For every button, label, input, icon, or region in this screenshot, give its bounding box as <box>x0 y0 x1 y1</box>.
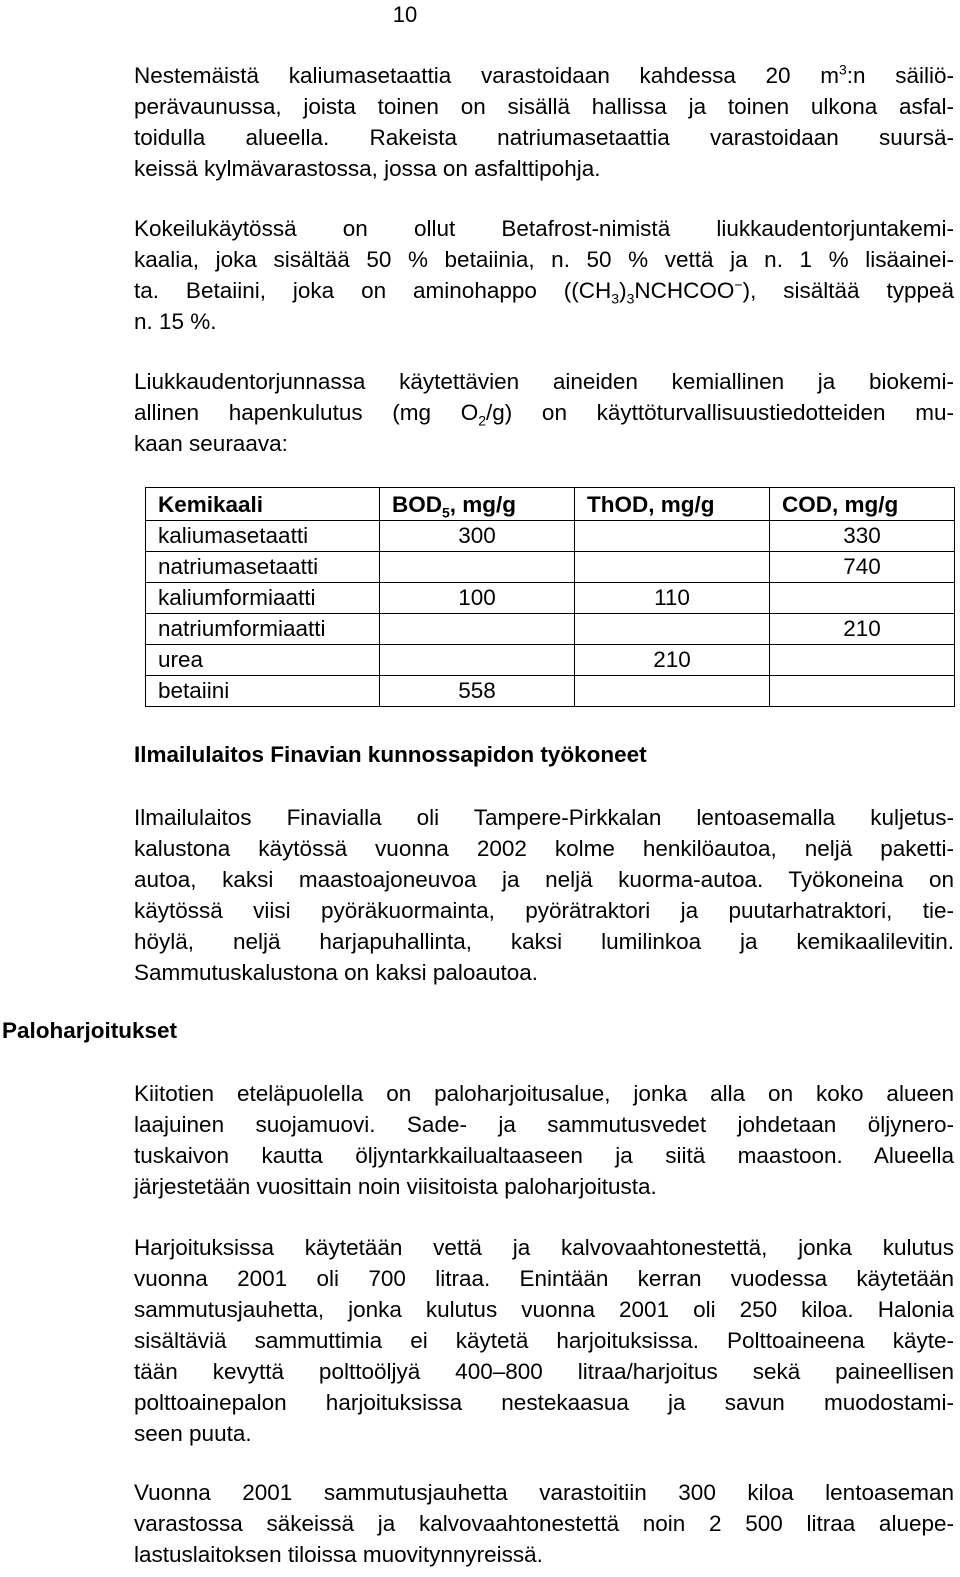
cell-bod <box>380 645 575 676</box>
text-line: Ilmailulaitos Finavialla oli Tampere-Pirkkalan lentoasemalla kuljetus- <box>134 805 954 830</box>
cell-thod <box>575 521 770 552</box>
paragraph-drill-materials <box>134 1232 954 1449</box>
text-line: kaan seuraava: <box>134 431 288 456</box>
text-line: kaalia, joka sisältää 50 % betaiinia, n. 50 % vettä ja n. 1 % lisäainei- <box>134 247 954 272</box>
cell-chemical: natriumformiaatti <box>146 614 380 645</box>
header-bod: $BOD_5$, mg/g <box>380 488 575 521</box>
text-line: polttoainepalon harjoituksissa nestekaasua ja savun muodostami- <box>134 1390 954 1415</box>
cell-cod <box>770 676 955 707</box>
text-line: höylä, neljä harjapuhallinta, kaksi lumilinkoa ja kemikaalilevitin. <box>134 929 954 954</box>
text-line: n. 15 %. <box>134 309 217 334</box>
text-line: varastossa säkeissä ja kalvovaahtonestettä noin 2 500 litraa aluepe- <box>134 1511 954 1536</box>
table-row <box>146 676 955 707</box>
cell-thod: 210 <box>575 645 770 676</box>
text-line: laajuinen suojamuovi. Sade- ja sammutusvedet johdetaan öljynero- <box>134 1112 954 1137</box>
text-line: käytössä viisi pyöräkuormainta, pyörätraktori ja puutarhatraktori, tie- <box>134 898 954 923</box>
table-row <box>146 614 955 645</box>
cell-bod <box>380 614 575 645</box>
table-row <box>146 583 955 614</box>
cell-cod: 740 <box>770 552 955 583</box>
text-line: Nestemäistä kaliumasetaattia varastoidaan kahdessa 20 $m^3:n$ säiliö- <box>134 61 954 88</box>
text-line: perävaunussa, joista toinen on sisällä hallissa ja toinen ulkona asfal- <box>134 94 954 119</box>
text-line: autoa, kaksi maastoajoneuvoa ja neljä kuorma-autoa. Työkoneina on <box>134 867 954 892</box>
header-cod: COD, mg/g <box>770 488 955 521</box>
side-heading-fire-drills: Paloharjoitukset <box>2 1018 178 1043</box>
cell-cod: 210 <box>770 614 955 645</box>
text-line: Vuonna 2001 sammutusjauhetta varastoitiin 300 kiloa lentoaseman <box>134 1480 954 1505</box>
paragraph-vehicles <box>134 802 954 988</box>
text-line: lastuslaitoksen tiloissa muovitynnyreissä. <box>134 1542 543 1567</box>
text-line: tään kevyttä polttoöljyä 400–800 litraa/harjoitus sekä paineellisen <box>134 1359 954 1384</box>
cell-cod <box>770 645 955 676</box>
text-line: sammutusjauhetta, jonka kulutus vuonna 2001 oli 250 kiloa. Halonia <box>134 1297 954 1322</box>
text-line: keissä kylmävarastossa, jossa on asfalttipohja. <box>134 156 601 181</box>
text-line: kalustona käytössä vuonna 2002 kolme henkilöautoa, neljä paketti- <box>134 836 954 861</box>
cell-cod <box>770 583 955 614</box>
cell-cod: 330 <box>770 521 955 552</box>
text-line: Liukkaudentorjunnassa käytettävien aineiden kemiallinen ja biokemi- <box>134 369 954 394</box>
table-row <box>146 521 955 552</box>
table-header-row <box>146 488 955 521</box>
table-row <box>146 552 955 583</box>
oxygen-demand-table <box>145 487 955 707</box>
text-line: allinen hapenkulutus (mg $O_2/g$) on käyttöturvallisuustiedotteiden mu- <box>134 400 954 429</box>
cell-thod <box>575 614 770 645</box>
cell-bod: 300 <box>380 521 575 552</box>
table-row <box>146 645 955 676</box>
paragraph-storage-2001 <box>134 1477 954 1570</box>
text-line: seen puuta. <box>134 1421 252 1446</box>
page-number: 10 <box>392 2 418 27</box>
text-line: Harjoituksissa käytetään vettä ja kalvovaahtonestettä, jonka kulutus <box>134 1235 954 1260</box>
header-thod: ThOD, mg/g <box>575 488 770 521</box>
text-line: sisältäviä sammuttimia ei käytetä harjoituksissa. Polttoaineena käyte- <box>134 1328 954 1353</box>
header-chemical: Kemikaali <box>146 488 380 521</box>
paragraph-storage <box>134 60 954 184</box>
cell-chemical: kaliumformiaatti <box>146 583 380 614</box>
text-line: ta. Betaiini, joka on aminohappo $((CH_3)_3NCHCOO^-)$, sisältää typpeä <box>134 276 955 307</box>
cell-thod: 110 <box>575 583 770 614</box>
cell-chemical: urea <box>146 645 380 676</box>
text-line: Kiitotien eteläpuolella on paloharjoitusalue, jonka alla on koko alueen <box>134 1081 954 1106</box>
text-line: Kokeilukäytössä on ollut Betafrost-nimistä liukkaudentorjuntakemi- <box>134 216 954 241</box>
paragraph-betafrost <box>134 213 954 337</box>
text-line: järjestetään vuosittain noin viisitoista paloharjoitusta. <box>134 1174 657 1199</box>
text-line: toidulla alueella. Rakeista natriumasetaattia varastoidaan suursä- <box>134 125 954 150</box>
cell-bod: 100 <box>380 583 575 614</box>
text-line: vuonna 2001 oli 700 litraa. Enintään kerran vuodessa käytetään <box>134 1266 954 1291</box>
section-heading-finavia: Ilmailulaitos Finavian kunnossapidon työkoneet <box>134 742 647 767</box>
cell-thod <box>575 676 770 707</box>
cell-chemical: kaliumasetaatti <box>146 521 380 552</box>
cell-thod <box>575 552 770 583</box>
paragraph-drill-area <box>134 1078 954 1202</box>
cell-chemical: betaiini <box>146 676 380 707</box>
cell-bod <box>380 552 575 583</box>
cell-bod: 558 <box>380 676 575 707</box>
text-line: Sammutuskalustona on kaksi paloautoa. <box>134 960 538 985</box>
text-line: tuskaivon kautta öljyntarkkailualtaaseen ja siitä maastoon. Alueella <box>134 1143 954 1168</box>
paragraph-oxygen-demand <box>134 366 954 459</box>
cell-chemical: natriumasetaatti <box>146 552 380 583</box>
